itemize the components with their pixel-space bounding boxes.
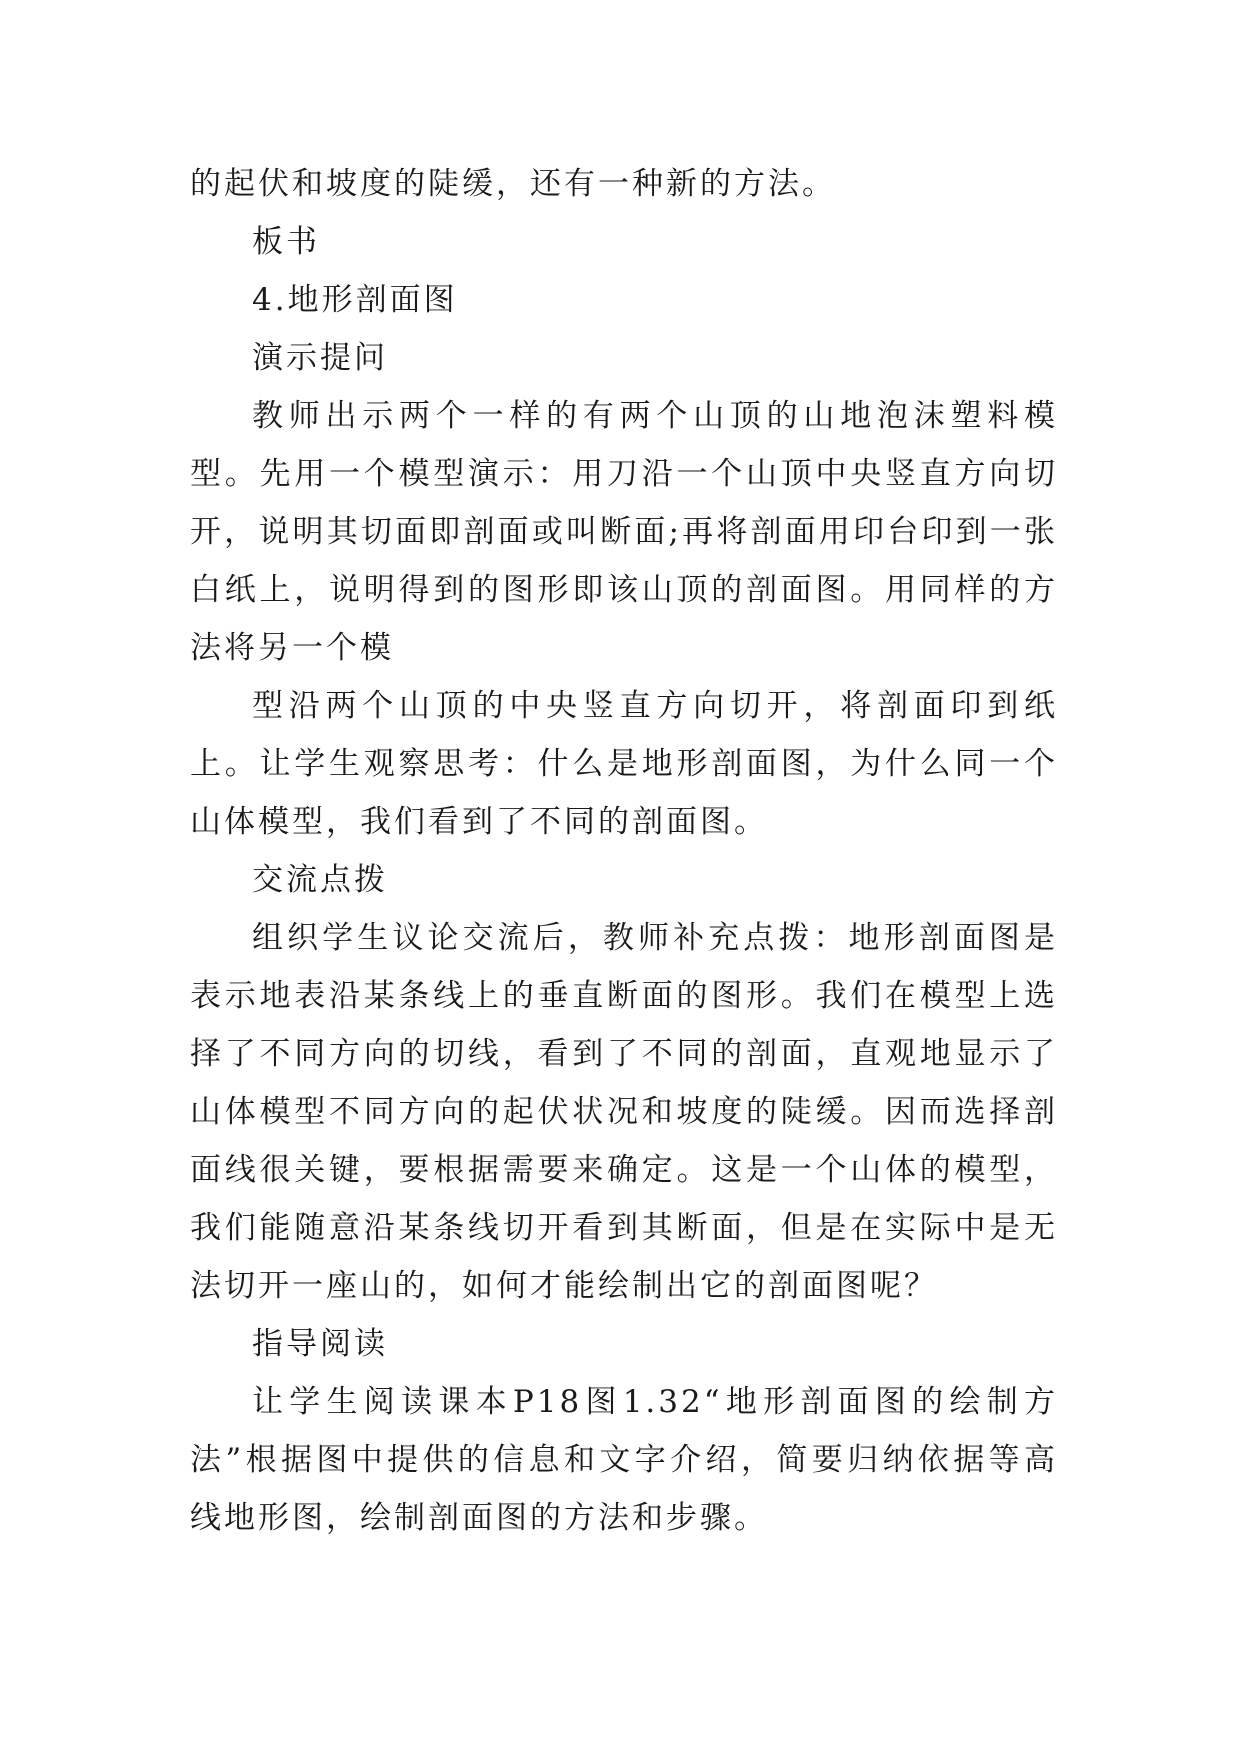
paragraph-discussion: 组织学生议论交流后，教师补充点拨：地形剖面图是表示地表沿某条线上的垂直断面的图形。我们在模型上选择了不同方向的切线，看到了不同的剖面，直观地显示了山体模型不同方向的起伏状况和坡度的陡缓。因而选择剖面线很关键，要根据需要来确定。这是一个山体的模型，我们能随意沿某条线切开看到其断面，但是在实际中是无法切开一座山的，如何才能绘制出它的剖面图呢？ [190, 920, 1058, 1304]
paragraph-reading: 让学生阅读课本P18图1.32“地形剖面图的绘制方法”根据图中提供的信息和文字介绍，简要归纳依据等高线地形图，绘制剖面图的方法和步骤。 [190, 1384, 1058, 1536]
board-writing-heading: 板书 [252, 224, 320, 260]
discussion-heading: 交流点拨 [252, 862, 388, 898]
guided-reading-heading: 指导阅读 [252, 1326, 388, 1362]
paragraph-observation: 型沿两个山顶的中央竖直方向切开，将剖面印到纸上。让学生观察思考：什么是地形剖面图，为什么同一个山体模型，我们看到了不同的剖面图。 [190, 688, 1058, 840]
document-body [190, 155, 1058, 1547]
paragraph-continuation: 的起伏和坡度的陡缓，还有一种新的方法。 [190, 166, 836, 202]
paragraph-demonstration: 教师出示两个一样的有两个山顶的山地泡沫塑料模型。先用一个模型演示：用刀沿一个山顶中央竖直方向切开，说明其切面即剖面或叫断面;再将剖面用印台印到一张白纸上，说明得到的图形即该山顶的剖面图。用同样的方法将另一个模 [190, 398, 1058, 666]
section-title-terrain-profile: 4.地形剖面图 [252, 282, 458, 318]
demo-question-heading: 演示提问 [252, 340, 388, 376]
